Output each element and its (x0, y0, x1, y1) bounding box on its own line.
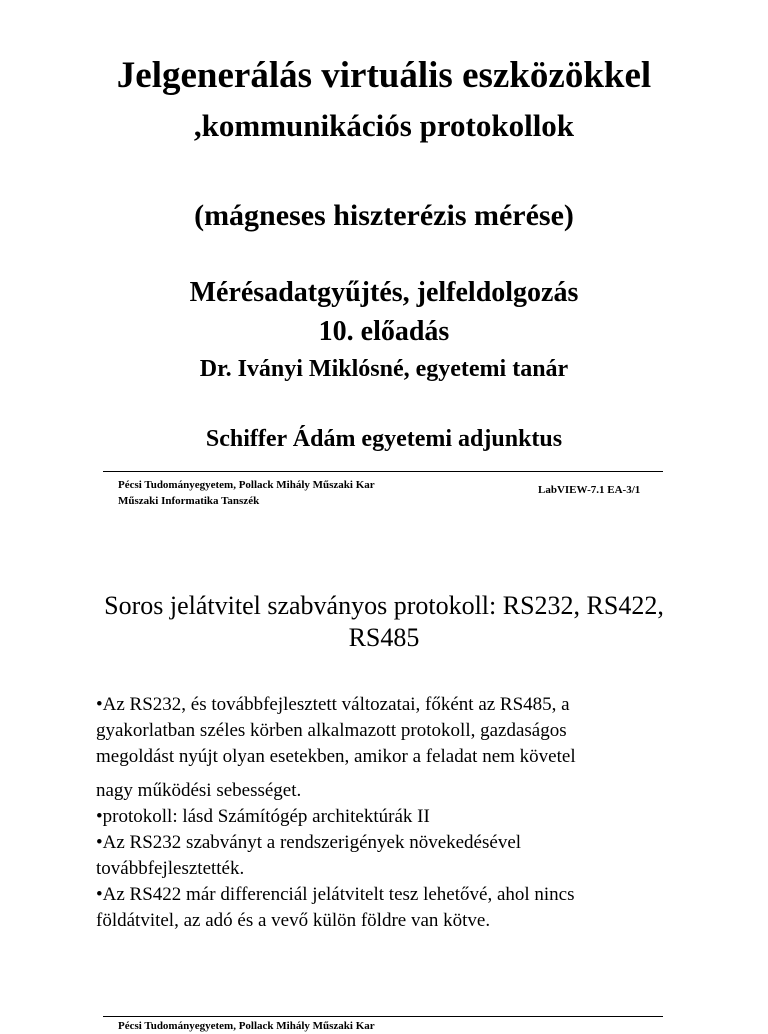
slide-title-line1: Soros jelátvitel szabványos protokoll: RS232, RS422, (104, 591, 664, 620)
body-line: megoldást nyújt olyan esetekben, amikor a feladat nem követel (96, 746, 576, 767)
body-line: nagy működési sebességet. (96, 780, 302, 801)
body-line: •Az RS232, és továbbfejlesztett változatai, főként az RS485, a (96, 694, 570, 715)
main-title-line2: ,kommunikációs protokollok (193, 108, 575, 143)
footer-slide-code: LabVIEW-7.1 EA-3/1 (538, 484, 641, 496)
slide-body (96, 692, 696, 934)
body-line: •Az RS232 szabványt a rendszerigények növekedésével (96, 832, 522, 853)
slide-title-line2: RS485 (348, 623, 420, 652)
footer-institution-line1: Pécsi Tudományegyetem, Pollack Mihály Műszaki Kar (118, 479, 375, 491)
body-line: •protokoll: lásd Számítógép architektúrák II (96, 806, 430, 827)
footer2-institution: Pécsi Tudományegyetem, Pollack Mihály Műszaki Kar (118, 1020, 375, 1032)
footer-divider (103, 471, 663, 472)
subtitle: (mágneses hiszterézis mérése) (194, 199, 574, 232)
footer-institution (118, 477, 375, 509)
author-secondary: Schiffer Ádám egyetemi adjunktus (205, 426, 563, 452)
main-title: Jelgenerálás virtuális eszközökkel (116, 55, 652, 96)
lecture-number: 10. előadás (318, 316, 450, 347)
footer-institution-line2: Műszaki Informatika Tanszék (118, 495, 260, 507)
body-line: földátvitel, az adó és a vevő külön földre van kötve. (96, 910, 491, 931)
body-line: gyakorlatban széles körben alkalmazott protokoll, gazdaságos (96, 720, 567, 741)
author-primary: Dr. Iványi Miklósné, egyetemi tanár (199, 356, 569, 382)
slide-title (40, 590, 728, 654)
footer-divider-2 (103, 1016, 663, 1017)
course-name: Mérésadatgyűjtés, jelfeldolgozás (189, 277, 579, 308)
body-line: •Az RS422 már differenciál jelátvitelt tesz lehetővé, ahol nincs (96, 884, 575, 905)
body-line: továbbfejlesztették. (96, 858, 245, 879)
